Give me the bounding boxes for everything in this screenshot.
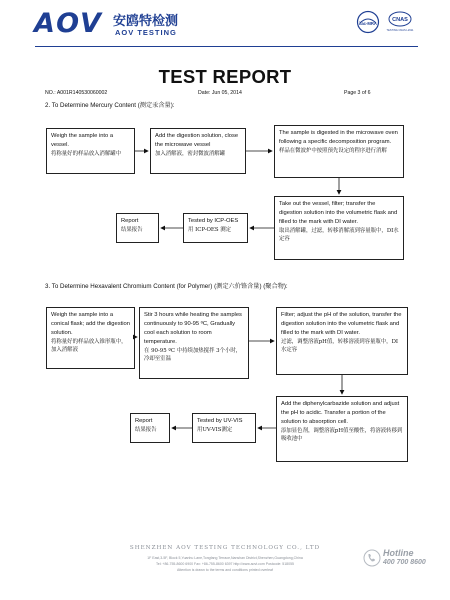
cnas-badge-icon xyxy=(388,10,412,36)
company-name-cn: 安鸥特检测 xyxy=(113,13,179,28)
aov-logo: AOV xyxy=(34,8,103,39)
flow-box-text-cn: 加入消解液，密封微波消解罐 xyxy=(155,150,226,157)
report-date: Date: Jun 05, 2014 xyxy=(198,90,242,96)
flow-box-text-cn: 添加显色剂，调整溶液pH值至酸性，将溶液转移到吸收池中 xyxy=(281,427,403,443)
flow-box xyxy=(183,213,248,243)
flow-box-text-cn: 用UV-VIS测定 xyxy=(197,426,233,433)
ilac-mra-badge-icon xyxy=(356,10,380,34)
flow-box xyxy=(192,413,256,443)
ilac-label: ilac-MRA xyxy=(359,21,377,26)
report-number: NO.: A001R140530060002 xyxy=(45,90,108,96)
flow-box-text-en: Tested by UV-VIS xyxy=(197,418,243,424)
flow-box-text-en: Tested by ICP-OES xyxy=(188,218,239,224)
flow-box-text-cn: 将称量好的样品放入锥形瓶中，加入消解液 xyxy=(51,338,127,354)
flow-box xyxy=(274,125,404,178)
flow-box xyxy=(46,307,135,369)
flow-box xyxy=(116,213,159,243)
flow-box-text-en: Stir 3 hours while heating the samples continuously to 90-95 ºC, Gradually cool each solution to room temperature. xyxy=(144,312,242,345)
flow-box-text-en: Report xyxy=(121,218,139,224)
page-title: TEST REPORT xyxy=(158,66,292,87)
header-divider xyxy=(35,46,418,47)
footer-contact: Tel: +86-755-8600 6900 Fax: +86-755-8600 6397 http://www.aovt.com Postcode: 518055 xyxy=(156,562,294,566)
flow-box xyxy=(130,413,170,443)
flow-box-text-cn: 过滤，调整溶液pH值，转移溶液到容量瓶中，DI水定容 xyxy=(281,338,399,354)
flow-box xyxy=(276,307,408,375)
section-chromium-heading: 3. To Determine Hexavalent Chromium Content (for Polymer) (测定六价铬含量) (聚合物): xyxy=(45,283,288,290)
flow-box-text-cn: 样品在微波炉中按照预先设定的程序进行消解 xyxy=(279,147,387,154)
page-number: Page 3 of 6 xyxy=(344,90,371,96)
flow-box-text-cn: 将称量好的样品放入消解罐中 xyxy=(51,150,122,157)
flow-box-text-cn: 结果报告 xyxy=(121,226,143,233)
hotline-number: 400 700 8600 xyxy=(383,559,426,566)
cnas-sub-label: TESTING CNAS L2611 xyxy=(386,29,414,32)
flow-box xyxy=(274,196,404,260)
company-name-en: AOV TESTING xyxy=(115,28,177,37)
flow-box xyxy=(150,128,246,174)
footer-address: 1F East,3-5F, Block 5,Yuanhu Lane,Tongfang Terrace,Nanshan District,Shenzhen,Guangdong,China xyxy=(147,556,303,560)
flow-box-text-en: Add the digestion solution, close the microwave vessel xyxy=(155,133,239,148)
flow-box-text-en: The sample is digested in the microwave oven following a specific decomposition program. xyxy=(279,130,398,145)
flow-box-text-cn: 结果报告 xyxy=(135,426,157,433)
footer-note: Attention is drawn to the terms and conditions printed overleaf xyxy=(177,568,273,572)
flow-box-text-cn: 取出消解罐，过滤，转移消解液到容量瓶中，DI水定容 xyxy=(279,227,399,243)
flow-box-text-en: Report xyxy=(135,418,153,424)
flow-box xyxy=(276,396,408,462)
flow-box-text-en: Take out the vessel, filter; transfer the digestion solution into the volumetric flask and filled to the mark with DI water. xyxy=(279,201,398,225)
phone-icon xyxy=(363,549,381,567)
hotline-label: Hotline xyxy=(383,548,414,558)
footer-company: SHENZHEN AOV TESTING TECHNOLOGY CO., LTD xyxy=(129,545,321,551)
flow-box xyxy=(139,307,249,379)
flow-box-text-en: Weigh the sample into a vessel. xyxy=(51,133,114,148)
flow-box-text-en: Weigh the sample into a conical flask; add the digestion solution. xyxy=(51,312,130,336)
flow-box-text-en: Add the diphenylcarbazide solution and adjust the pH to acidic. Transfer a portion of the solution to absorption cell. xyxy=(281,401,400,425)
cnas-label: CNAS xyxy=(392,17,408,23)
report-header xyxy=(0,0,450,55)
flow-box-text-en: Filter; adjust the pH of the solution, transfer the digestion solution into the volumetric flask and filled to the mark with DI water. xyxy=(281,312,402,336)
flow-box-text-cn: 在 90-95 ºC 中持续加热搅拌 3个小时，冷却至室温 xyxy=(144,347,242,363)
flow-box-text-cn: 用 ICP-OES 测定 xyxy=(188,226,232,233)
section-mercury-heading: 2. To Determine Mercury Content (测定汞含量): xyxy=(45,102,175,109)
flow-box xyxy=(46,128,135,174)
